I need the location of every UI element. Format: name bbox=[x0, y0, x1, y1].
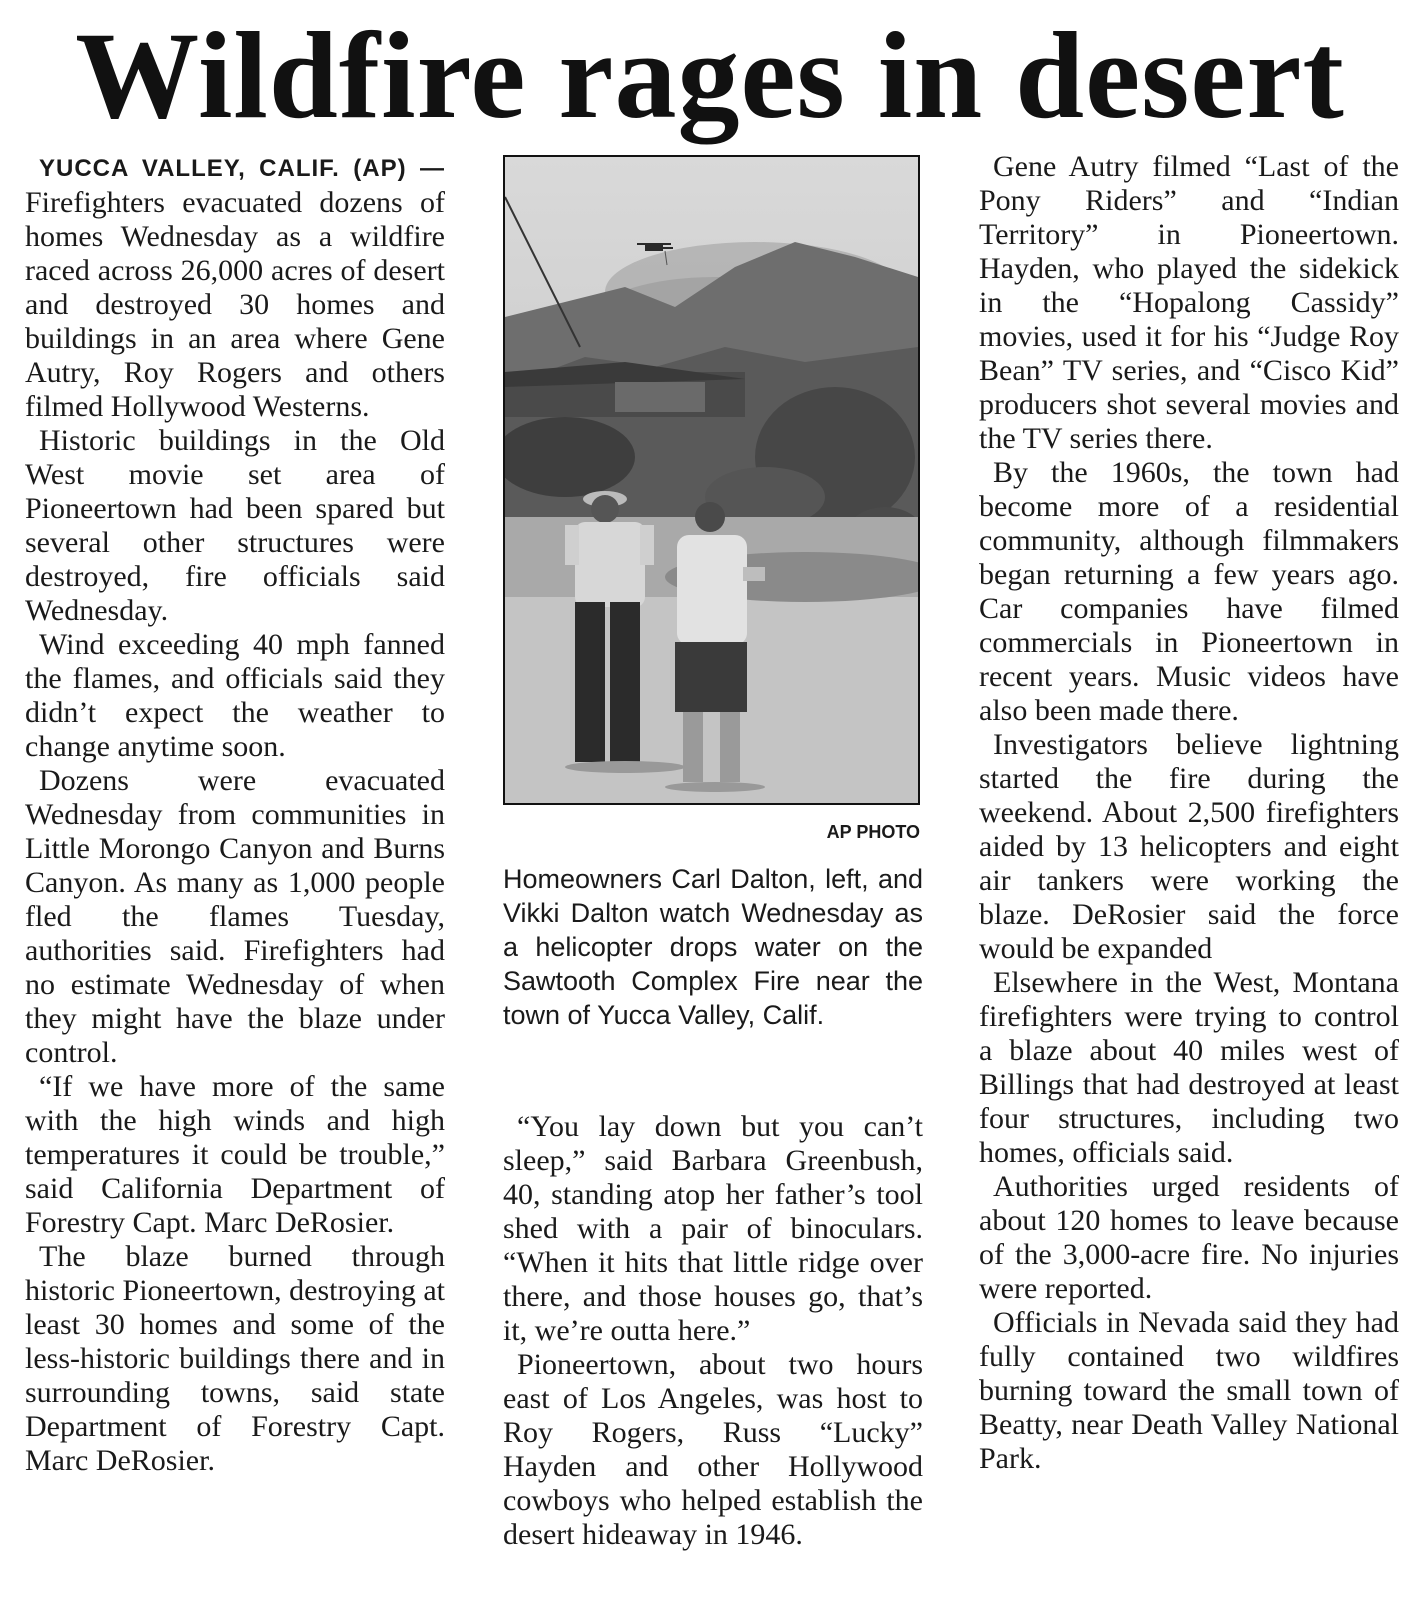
article-column-2 bbox=[503, 1110, 923, 1552]
photo-illustration bbox=[505, 157, 918, 803]
article-column-1 bbox=[25, 150, 445, 1478]
paragraph: Gene Autry filmed “Last of the Pony Riders” and “Indian Territory” in Pioneertown. Hayden, who played the sidekick in the “Hopalong Cassidy” movies, used it for his “Judge Roy Bean” TV series, and “Cisco Kid” producers shot several movies and the TV series there. bbox=[979, 150, 1399, 455]
paragraph: “You lay down but you can’t sleep,” said Barbara Greenbush, 40, standing atop her father’s tool shed with a pair of binoculars. “When it hits that little ridge over there, and those houses go, that’s it, we’re outta here.” bbox=[503, 1110, 923, 1347]
paragraph: Elsewhere in the West, Montana firefighters were trying to control a blaze about 40 miles west of Billings that had destroyed at least four structures, including two homes, officials said. bbox=[979, 966, 1399, 1169]
paragraph: Wind exceeding 40 mph fanned the flames, and officials said they didn’t expect the weather to change anytime soon. bbox=[25, 628, 445, 763]
paragraph: Officials in Nevada said they had fully contained two wildfires burning toward the small town of Beatty, near Death Valley National Park. bbox=[979, 1306, 1399, 1475]
paragraph: Firefighters evacuated dozens of homes Wednesday as a wildfire raced across 26,000 acres of desert and destroyed 30 homes and buildings in an area where Gene Autry, Roy Rogers and others filmed Hollywood Westerns. bbox=[25, 186, 445, 423]
paragraph: Investigators believe lightning started the fire during the weekend. About 2,500 firefighters aided by 13 helicopters and eight air tankers were working the blaze. DeRosier said the force would be expanded bbox=[979, 728, 1399, 965]
dateline: YUCCA VALLEY, CALIF. (AP) — bbox=[39, 155, 445, 182]
headline: Wildfire rages in desert bbox=[75, 7, 1345, 144]
article-column-3 bbox=[979, 150, 1399, 1476]
photo-caption: Homeowners Carl Dalton, left, and Vikki Dalton watch Wednesday as a helicopter drops water on the Sawtooth Complex Fire near the town of Yucca Valley, Calif. bbox=[503, 864, 923, 1030]
paragraph: Historic buildings in the Old West movie set area of Pioneertown had been spared but several other structures were destroyed, fire officials said Wednesday. bbox=[25, 424, 445, 627]
paragraph: Pioneertown, about two hours east of Los Angeles, was host to Roy Rogers, Russ “Lucky” Hayden and other Hollywood cowboys who helped establish the desert hideaway in 1946. bbox=[503, 1348, 923, 1551]
photo-credit: AP PHOTO bbox=[826, 822, 920, 842]
paragraph: Dozens were evacuated Wednesday from communities in Little Morongo Canyon and Burns Canyon. As many as 1,000 people fled the flames Tuesday, authorities said. Firefighters had no estimate Wednesday of when they might have the blaze under control. bbox=[25, 764, 445, 1069]
news-photo bbox=[503, 155, 920, 805]
paragraph: The blaze burned through historic Pioneertown, destroying at least 30 homes and some of the less-historic buildings there and in surrounding towns, said state Department of Forestry Capt. Marc DeRosier. bbox=[25, 1240, 445, 1477]
paragraph: Authorities urged residents of about 120 homes to leave because of the 3,000-acre fire. No injuries were reported. bbox=[979, 1170, 1399, 1305]
paragraph: “If we have more of the same with the high winds and high temperatures it could be trouble,” said California Department of Forestry Capt. Marc DeRosier. bbox=[25, 1070, 445, 1239]
paragraph: By the 1960s, the town had become more of a residential community, although filmmakers began returning a few years ago. Car companies have filmed commercials in Pioneertown in recent years. Music videos have also been made there. bbox=[979, 456, 1399, 727]
